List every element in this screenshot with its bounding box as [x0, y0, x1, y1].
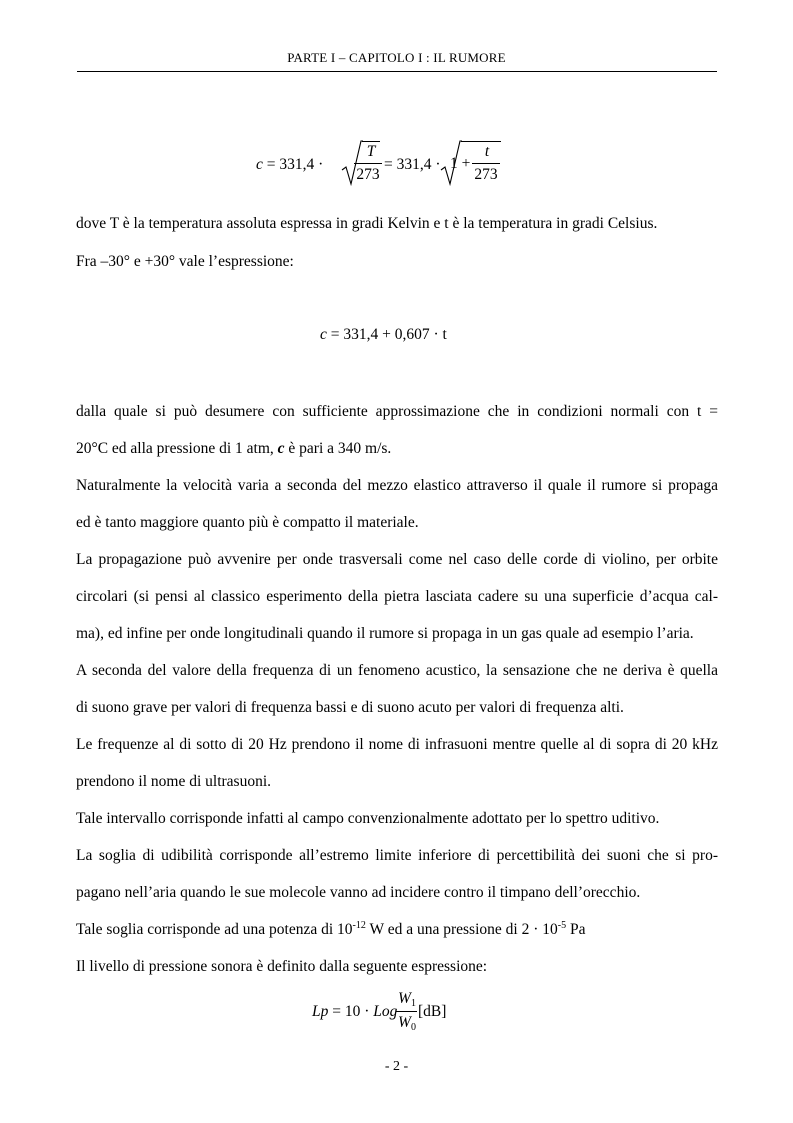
- p10-exp2: -5: [557, 920, 567, 931]
- paragraph-approx-line1: dalla quale si può desumere con sufficiente approssimazione che in condizioni normali con t =: [76, 403, 718, 420]
- eq3-eq: = 10 ·: [332, 1003, 370, 1020]
- p3-var: c: [277, 440, 285, 457]
- eq1-sqrt-overline-2: [461, 141, 501, 142]
- paragraph-frequency-line1: A seconda del valore della frequenza di un fenomeno acustico, la sensazione che ne deriva è quella: [76, 662, 718, 679]
- eq3-num-sub: 1: [410, 998, 416, 1009]
- eq3-unit: [dB]: [418, 1003, 447, 1020]
- eq1-den-273-b: 273: [474, 166, 498, 183]
- paragraph-velocity-line1: Naturalmente la velocità varia a seconda del mezzo elastico attraverso il quale il rumore si propaga: [76, 477, 718, 494]
- eq3-log: Log: [373, 1003, 398, 1020]
- paragraph-interval: Tale intervallo corrisponde infatti al campo convenzionalmente adottato per lo spettro uditivo.: [76, 810, 660, 827]
- page-number: - 2 -: [384, 1059, 409, 1074]
- paragraph-definitions: dove T è la temperatura assoluta espressa in gradi Kelvin e t è la temperatura in gradi Celsius.: [76, 215, 658, 232]
- p10-exp1: -12: [352, 920, 366, 931]
- eq1-fraction-bar-1: [354, 163, 382, 164]
- paragraph-approx-line2: [76, 439, 718, 459]
- paragraph-propagation-line3: ma), ed infine per onde longitudinali quando il rumore si propaga in un gas quale ad esempio l’aria.: [76, 625, 694, 642]
- eq1-lhs: c: [256, 156, 263, 173]
- eq1-eq2: =: [384, 156, 393, 173]
- paragraph-frequency-line2: di suono grave per valori di frequenza bassi e di suono acuto per valori di frequenza alti.: [76, 699, 624, 716]
- p10-post: Pa: [566, 921, 586, 938]
- eq1-fraction-bar-2: [472, 163, 500, 164]
- paragraph-propagation-line1: La propagazione può avvenire per onde trasversali come nel caso delle corde di violino, per orbite: [76, 551, 718, 568]
- eq2-var: c: [320, 326, 327, 343]
- paragraph-threshold-line1: La soglia di udibilità corrisponde all’estremo limite inferiore di percettibilità dei suoni che si pro-: [76, 847, 718, 864]
- eq3-lhs: Lp: [312, 1003, 329, 1020]
- paragraph-velocity-line2: ed è tanto maggiore quanto più è compatto il materiale.: [76, 514, 419, 531]
- eq1-eq: =: [266, 156, 276, 173]
- eq3-num: W: [398, 990, 411, 1007]
- paragraph-threshold-values: [76, 920, 718, 940]
- paragraph-propagation-line2: circolari (si pensi al classico esperimento della pietra lasciata cadere su una superficie d’acqua cal-: [76, 588, 718, 605]
- header-rule: [77, 71, 717, 72]
- eq1-den-273: 273: [356, 166, 380, 183]
- eq1-coef2: 331,4 ·: [396, 156, 441, 173]
- eq1-num-t: t: [484, 143, 490, 160]
- p10-pre: Tale soglia corrisponde ad una potenza di 10: [76, 921, 353, 938]
- eq3-fraction-bar: [396, 1011, 417, 1012]
- paragraph-level-definition: Il livello di pressione sonora è definito dalla seguente espressione:: [76, 958, 488, 975]
- eq1-num-T: T: [366, 143, 376, 160]
- paragraph-range: Fra –30° e +30° vale l’espressione:: [76, 253, 294, 270]
- paragraph-infrasound-line1: Le frequenze al di sotto di 20 Hz prendono il nome di infrasuoni mentre quelle al di sopra di 20 kHz: [76, 736, 718, 753]
- p3-pre: 20°C ed alla pressione di 1 atm,: [76, 440, 278, 457]
- p10-mid: W ed a una pressione di 2 · 10: [365, 921, 558, 938]
- p3-post: è pari a 340 m/s.: [284, 440, 392, 457]
- eq1-one-plus: 1 +: [450, 155, 471, 172]
- eq1-coef: 331,4 ·: [279, 156, 324, 173]
- eq1-sqrt-overline-1: [362, 141, 380, 142]
- eq2-rest: = 331,4 + 0,607 · t: [326, 326, 447, 343]
- paragraph-threshold-line2: pagano nell’aria quando le sue molecole vanno ad incidere contro il timpano dell’orecchio.: [76, 884, 641, 901]
- equation-linear: [320, 326, 447, 344]
- eq3-den: W: [398, 1014, 411, 1031]
- eq3-den-sub: 0: [410, 1022, 416, 1033]
- running-header: PARTE I – CAPITOLO I : IL RUMORE: [287, 50, 506, 65]
- paragraph-infrasound-line2: prendono il nome di ultrasuoni.: [76, 773, 272, 790]
